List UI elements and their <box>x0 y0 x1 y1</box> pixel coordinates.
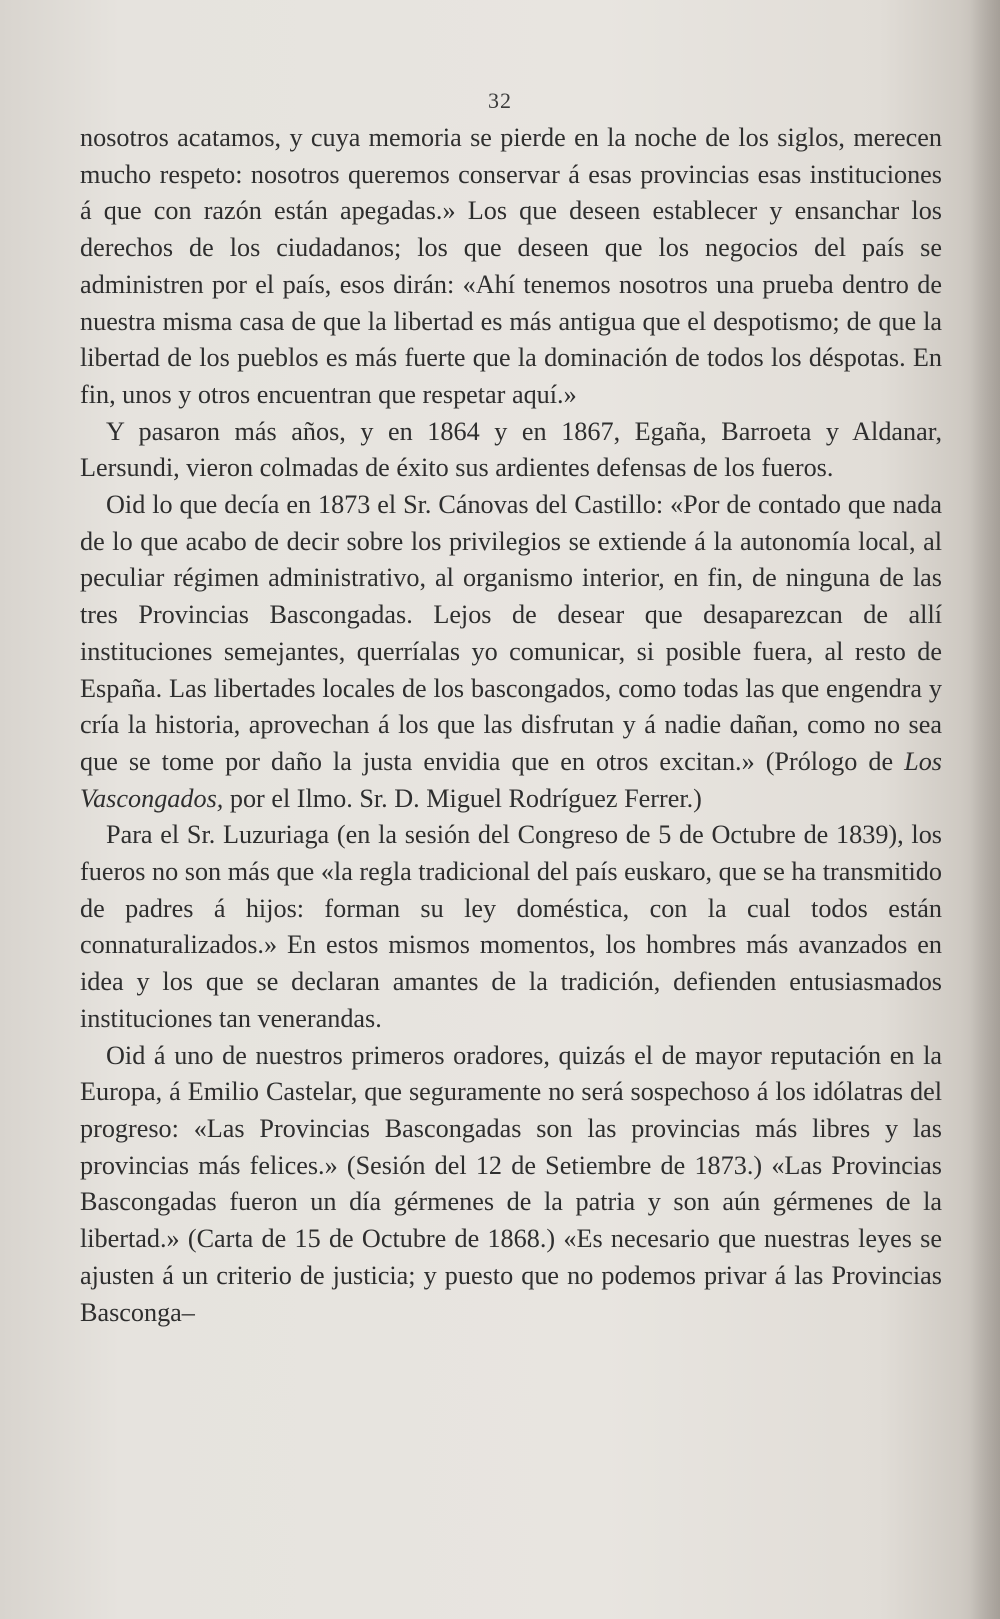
paragraph-3-after: por el Ilmo. Sr. D. Miguel Rodríguez Ferrer.) <box>223 783 702 813</box>
paragraph-3-text: Oid lo que decía en 1873 el Sr. Cánovas del Castillo: «Por de contado que nada de lo que acabo de decir sobre los privilegios se extiende á la autonomía local, al peculiar régimen administrativo, al organismo interior, en fin, de ninguna de las tres Provincias Bascongadas. Lejos de desear que desaparezcan de allí instituciones semejantes, querríalas yo comunicar, si posible fuera, al resto de España. Las libertades locales de los bascongados, como todas las que engendra y cría la historia, aprovechan á los que las disfrutan y á nadie dañan, como no sea que se tome por daño la justa envidia que en otros excitan.» (Prólogo de <box>80 490 942 776</box>
body-text <box>80 120 942 1331</box>
book-title: Los Vascongados, <box>80 746 942 813</box>
paragraph-5: Oid á uno de nuestros primeros oradores, quizás el de mayor reputación en la Europa, á Emilio Castelar, que seguramente no será sospechoso á los idólatras del progreso: «Las Provincias Bascongadas son las provincias más libres y las provincias más felices.» (Sesión del 12 de Setiembre de 1873.) «Las Provincias Bascongadas fueron un día gérmenes de la patria y son aún gérmenes de la libertad.» (Carta de 15 de Octubre de 1868.) «Es necesario que nuestras leyes se ajusten á un criterio de justicia; y puesto que no podemos privar á las Provincias Basconga– <box>80 1040 942 1327</box>
paragraph-2: Y pasaron más años, y en 1864 y en 1867, Egaña, Barroeta y Aldanar, Lersundi, vieron colmadas de éxito sus ardientes defensas de los fueros. <box>80 416 942 483</box>
paragraph-3 <box>80 487 942 817</box>
paragraph-4: Para el Sr. Luzuriaga (en la sesión del Congreso de 5 de Octubre de 1839), los fueros no son más que «la regla tradicional del país euskaro, que se ha transmitido de padres á hijos: forman su ley doméstica, con la cual todos están connaturalizados.» En estos mismos momentos, los hombres más avanzados en idea y los que se declaran amantes de la tradición, defienden entusiasmados instituciones tan venerandas. <box>80 820 942 1033</box>
page-edge-shadow <box>970 0 1000 1619</box>
page-number: 32 <box>488 88 512 113</box>
paragraph-1: nosotros acatamos, y cuya memoria se pierde en la noche de los siglos, merecen mucho respeto: nosotros queremos conservar á esas provincias esas instituciones á que con razón están apegadas.» Los que deseen establecer y ensanchar los derechos de los ciudadanos; los que deseen que los negocios del país se administren por el país, esos dirán: «Ahí tenemos nosotros una prueba dentro de nuestra misma casa de que la libertad es más antigua que el despotismo; de que la libertad de los pueblos es más fuerte que la dominación de todos los déspotas. En fin, unos y otros encuentran que respetar aquí.» <box>80 123 942 409</box>
